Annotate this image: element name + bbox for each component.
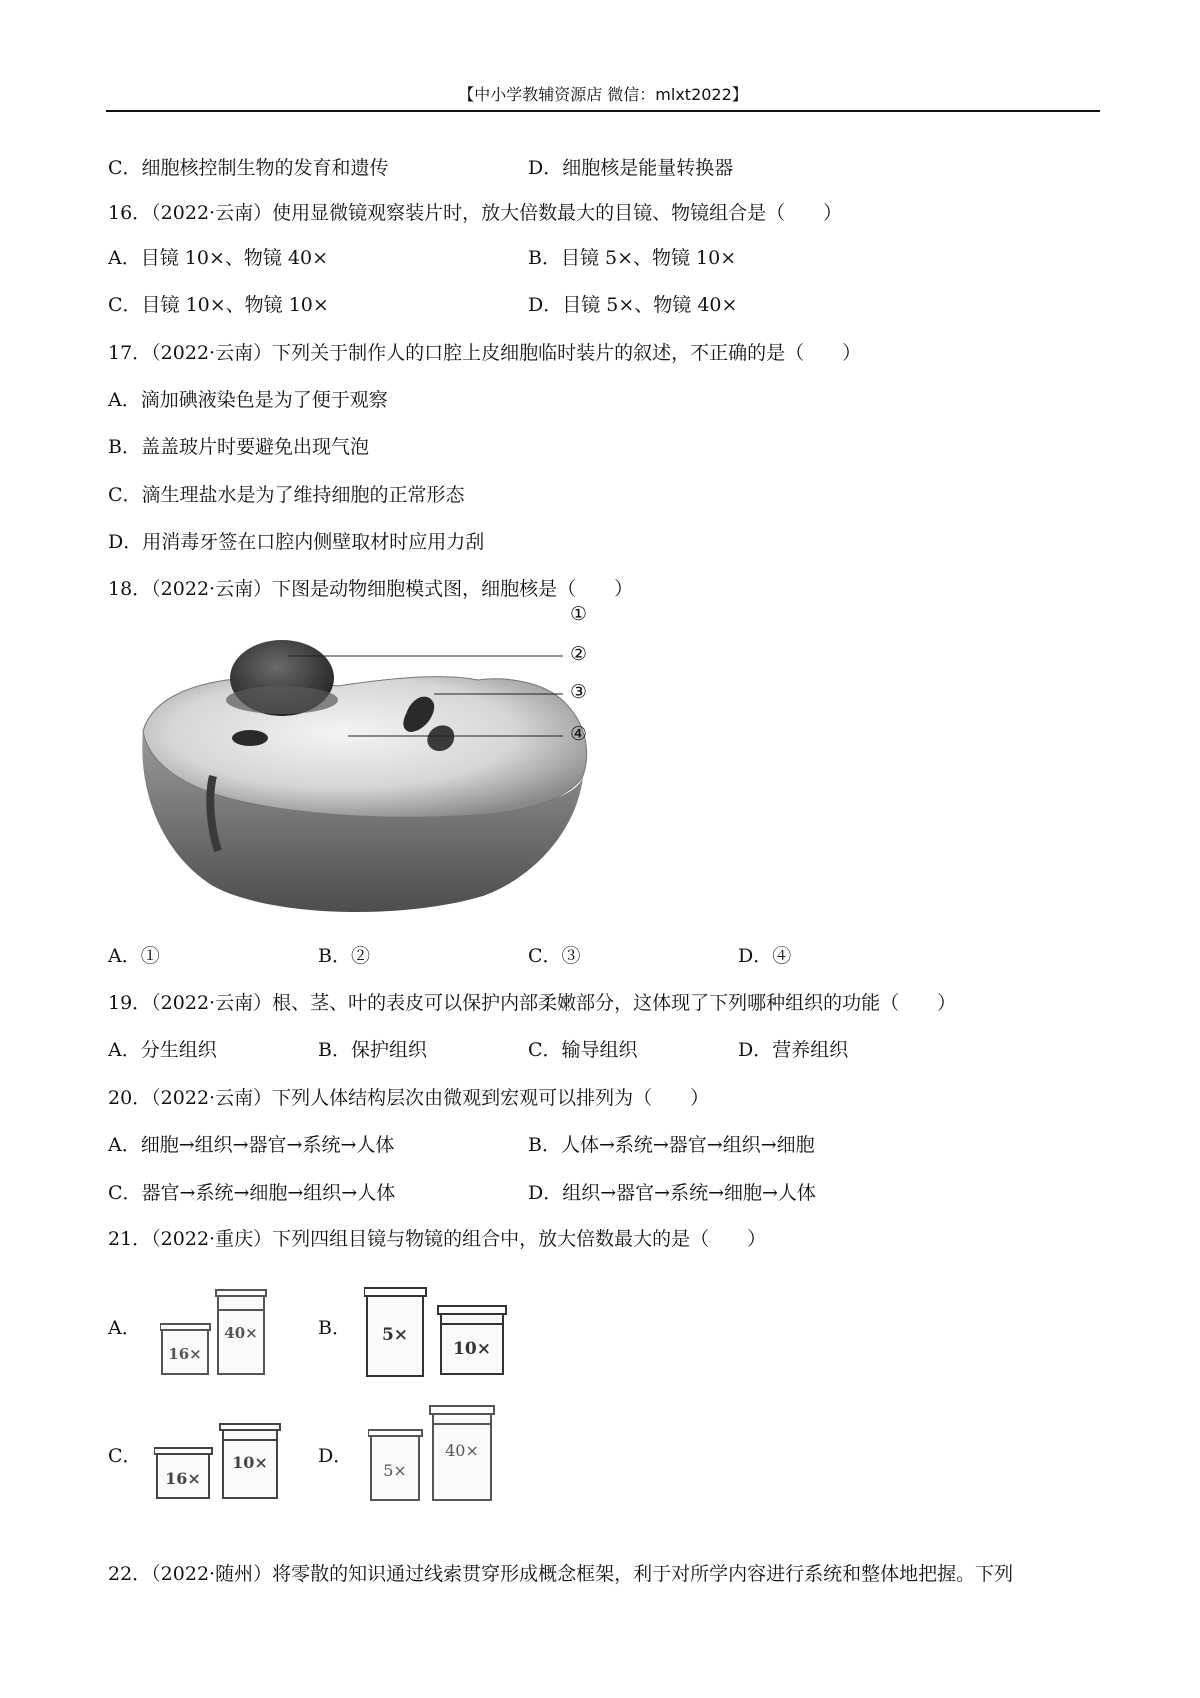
objective-lens (216, 1290, 266, 1374)
header-rule (106, 110, 1100, 112)
q21-option-d-label: D． (318, 1445, 353, 1467)
q21-option-b-label: B． (318, 1317, 351, 1339)
q15-option-c: C．细胞核控制生物的发育和遗传 (108, 157, 389, 179)
q17-option-d: D．用消毒牙签在口腔内侧壁取材时应用力刮 (108, 531, 485, 553)
q18-option-b: B．② (318, 945, 370, 967)
animal-cell-diagram (138, 636, 658, 921)
cell-label-3: ③ (570, 681, 588, 703)
q21-option-c-label: C． (108, 1445, 142, 1467)
q19-option-a: A．分生组织 (108, 1039, 217, 1061)
q22-stem: 22．（2022·随州）将零散的知识通过线索贯穿形成概念框架，利于对所学内容进行系统和整体地把握。下列 (108, 1563, 1014, 1585)
q19-stem: 19．（2022·云南）根、茎、叶的表皮可以保护内部柔嫩部分，这体现了下列哪种组织的功能（ ） (108, 992, 957, 1014)
page-header: 【中小学教辅资源店 微信：mlxt2022】 (458, 85, 748, 104)
q21-stem: 21．（2022·重庆）下列四组目镜与物镜的组合中，放大倍数最大的是（ ） (108, 1228, 767, 1250)
cell-label-4: ④ (570, 723, 588, 745)
q18-option-c: C．③ (528, 945, 581, 967)
q16-stem: 16．（2022·云南）使用显微镜观察装片时，放大倍数最大的目镜、物镜组合是（ ） (108, 202, 843, 224)
svg-text:10×: 10× (453, 1339, 491, 1359)
q18-option-a: A．① (108, 945, 160, 967)
q17-option-a: A．滴加碘液染色是为了便于观察 (108, 389, 388, 411)
svg-text:5×: 5× (383, 1461, 407, 1480)
svg-text:10×: 10× (232, 1453, 268, 1472)
q17-option-b: B．盖盖玻片时要避免出现气泡 (108, 436, 369, 458)
q19-option-b: B．保护组织 (318, 1039, 427, 1061)
q19-option-d: D．营养组织 (738, 1039, 849, 1061)
objective-lens (220, 1424, 280, 1498)
objective-lens (438, 1306, 506, 1374)
svg-text:40×: 40× (445, 1441, 479, 1460)
q20-option-c: C．器官→系统→细胞→组织→人体 (108, 1182, 396, 1204)
svg-text:40×: 40× (224, 1324, 258, 1342)
q15-option-d: D．细胞核是能量转换器 (528, 157, 734, 179)
q21-option-a-label: A． (108, 1317, 141, 1339)
q18-stem: 18．（2022·云南）下图是动物细胞模式图，细胞核是（ ） (108, 578, 634, 600)
q21-option-a-lenses (160, 1286, 270, 1378)
q16-option-c: C．目镜 10×、物镜 10× (108, 294, 329, 316)
q20-option-d: D．组织→器官→系统→细胞→人体 (528, 1182, 816, 1204)
objective-lens (430, 1406, 494, 1500)
q17-option-c: C．滴生理盐水是为了维持细胞的正常形态 (108, 484, 465, 506)
organelle-mitochondrion-3 (232, 730, 268, 746)
q16-option-a: A．目镜 10×、物镜 40× (108, 247, 328, 269)
q21-option-b-lenses (364, 1286, 509, 1378)
svg-text:16×: 16× (168, 1345, 202, 1363)
cell-label-1: ① (570, 603, 588, 625)
eyepiece-lens (154, 1448, 212, 1498)
svg-text:5×: 5× (381, 1325, 409, 1345)
eyepiece-lens (368, 1430, 422, 1500)
q16-option-b: B．目镜 5×、物镜 10× (528, 247, 737, 269)
q20-option-b: B．人体→系统→器官→组织→细胞 (528, 1134, 815, 1156)
eyepiece-lens (160, 1324, 210, 1374)
q20-stem: 20．（2022·云南）下列人体结构层次由微观到宏观可以排列为（ ） (108, 1087, 710, 1109)
q17-stem: 17．（2022·云南）下列关于制作人的口腔上皮细胞临时装片的叙述，不正确的是（ ） (108, 342, 862, 364)
q21-option-c-lenses (154, 1420, 284, 1502)
eyepiece-lens (364, 1288, 426, 1376)
svg-text:16×: 16× (165, 1469, 201, 1488)
q18-option-d: D．④ (738, 945, 792, 967)
q16-option-d: D．目镜 5×、物镜 40× (528, 294, 738, 316)
q20-option-a: A．细胞→组织→器官→系统→人体 (108, 1134, 395, 1156)
q19-option-c: C．输导组织 (528, 1039, 638, 1061)
q21-option-d-lenses (368, 1404, 498, 1504)
cell-label-2: ② (570, 643, 588, 665)
